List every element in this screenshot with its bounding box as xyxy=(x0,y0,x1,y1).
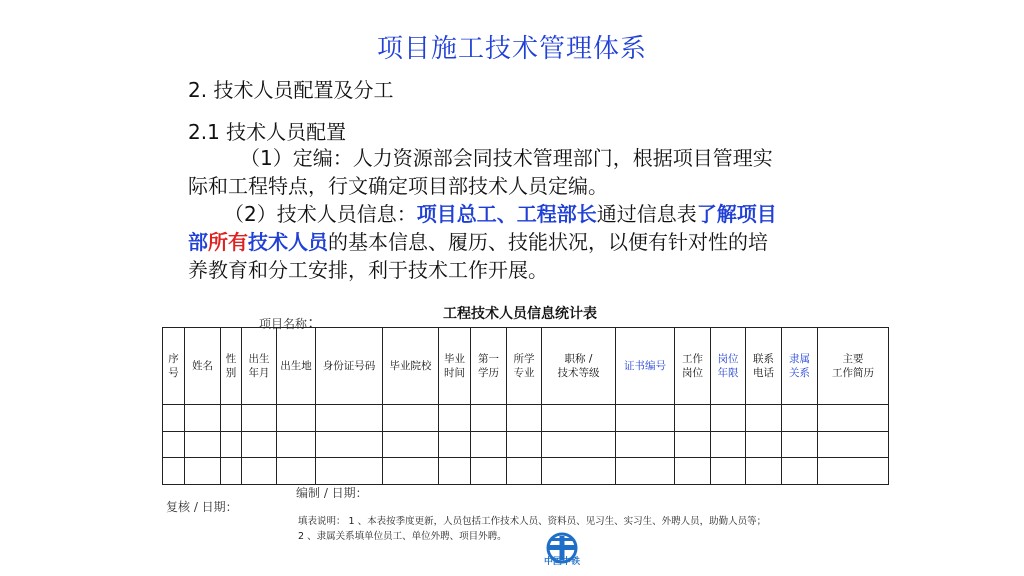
header-line2: 专业 xyxy=(513,367,535,379)
table-cell[interactable] xyxy=(746,405,782,432)
table-header-cell xyxy=(383,328,439,405)
table-cell[interactable] xyxy=(471,431,507,458)
para2-line1 xyxy=(188,200,878,228)
para2-highlight-staff: 技术人员 xyxy=(248,230,328,254)
header-line2: 学历 xyxy=(478,367,499,379)
table-cell[interactable] xyxy=(185,405,221,432)
table-cell[interactable] xyxy=(221,458,242,485)
table-cell[interactable] xyxy=(316,431,383,458)
table-header-cell xyxy=(439,328,471,405)
table-row xyxy=(163,458,889,485)
header-line1: 工作 xyxy=(682,353,703,365)
table-cell[interactable] xyxy=(507,405,542,432)
project-name-colon: ： xyxy=(307,313,324,332)
table-cell[interactable] xyxy=(242,458,277,485)
header-line1: 出生 xyxy=(248,353,270,365)
para2-highlight-understand: 了解项目 xyxy=(696,202,777,226)
table-header-cell xyxy=(818,328,889,405)
table-header-cell xyxy=(163,328,185,405)
header-line2: 工作简历 xyxy=(832,367,874,379)
table-title: 工程技术人员信息统计表 xyxy=(443,306,597,322)
table-cell[interactable] xyxy=(221,405,242,432)
table-header-cell xyxy=(675,328,711,405)
header-line2: 电话 xyxy=(753,367,774,379)
table-header-cell xyxy=(746,328,782,405)
table-row xyxy=(163,405,889,432)
header-line1: 职称 / xyxy=(564,353,593,365)
header-line2: 岗位 xyxy=(682,367,703,379)
table-header-row xyxy=(163,328,889,405)
table-header-cell xyxy=(277,328,316,405)
header-line2: 技术等级 xyxy=(557,367,600,379)
header-line1: 隶属 xyxy=(789,353,810,365)
table-cell[interactable] xyxy=(242,431,277,458)
table-cell[interactable] xyxy=(782,405,818,432)
header-line1: 毕业院校 xyxy=(389,360,432,372)
header-line2: 关系 xyxy=(789,367,810,379)
table-cell[interactable] xyxy=(542,458,616,485)
table-cell[interactable] xyxy=(675,405,711,432)
edit-date-label: 编制 / 日期： xyxy=(296,486,368,500)
header-line1: 联系 xyxy=(753,353,774,365)
table-cell[interactable] xyxy=(818,431,889,458)
table-cell[interactable] xyxy=(507,431,542,458)
table-cell[interactable] xyxy=(277,431,316,458)
table-cell[interactable] xyxy=(185,431,221,458)
paragraph-staff-info xyxy=(188,200,878,284)
section-heading-2: 2. 技术人员配置及分工 xyxy=(188,78,394,102)
table-cell[interactable] xyxy=(163,458,185,485)
table-cell[interactable] xyxy=(163,431,185,458)
table-cell[interactable] xyxy=(439,458,471,485)
table-header-cell xyxy=(542,328,616,405)
table-cell[interactable] xyxy=(616,458,675,485)
table-cell[interactable] xyxy=(616,405,675,432)
staff-info-table xyxy=(162,327,889,485)
table-cell[interactable] xyxy=(383,458,439,485)
para2-highlight-dept: 部 xyxy=(188,230,208,254)
table-cell[interactable] xyxy=(185,458,221,485)
table-cell[interactable] xyxy=(439,431,471,458)
table-header-cell xyxy=(616,328,675,405)
header-line1: 身份证号码 xyxy=(322,360,376,372)
table-note-line1: 填表说明： 1 、本表按季度更新，人员包括工作技术人员、资料员、见习生、实习生、外聘人员，助勤人员等； xyxy=(298,516,767,527)
table-cell[interactable] xyxy=(782,431,818,458)
table-cell[interactable] xyxy=(542,405,616,432)
logo-text: 中国中铁 xyxy=(543,557,580,567)
table-cell[interactable] xyxy=(818,405,889,432)
table-cell[interactable] xyxy=(316,405,383,432)
table-header-cell xyxy=(507,328,542,405)
para2-rest1: 的基本信息、履历、技能状况，以便有针对性的培 xyxy=(328,230,768,254)
table-cell[interactable] xyxy=(818,458,889,485)
table-cell[interactable] xyxy=(316,458,383,485)
header-line1: 所学 xyxy=(513,353,535,365)
header-line2: 别 xyxy=(225,367,237,379)
header-line2: 时间 xyxy=(444,367,465,379)
table-cell[interactable] xyxy=(439,405,471,432)
table-row xyxy=(163,431,889,458)
para1-line2: 际和工程特点，行文确定项目部技术人员定编。 xyxy=(188,174,608,198)
para2-mid: 通过信息表 xyxy=(596,202,697,226)
para2-line2 xyxy=(188,228,878,256)
table-cell[interactable] xyxy=(471,405,507,432)
table-cell[interactable] xyxy=(616,431,675,458)
header-line2: 号 xyxy=(168,367,179,379)
table-header-cell xyxy=(242,328,277,405)
table-cell[interactable] xyxy=(711,458,746,485)
table-note-line2: 2 、隶属关系填单位员工、单位外聘、项目外聘。 xyxy=(298,531,507,542)
header-line1: 主要 xyxy=(842,353,864,365)
table-header-cell xyxy=(711,328,746,405)
table-cell[interactable] xyxy=(675,431,711,458)
table-header-cell xyxy=(782,328,818,405)
para2-line3: 养教育和分工安排，利于技术工作开展。 xyxy=(188,258,548,282)
table-cell[interactable] xyxy=(746,431,782,458)
table-cell[interactable] xyxy=(471,458,507,485)
header-line1: 岗位 xyxy=(717,353,739,365)
table-cell[interactable] xyxy=(242,405,277,432)
header-line1: 姓名 xyxy=(192,360,213,372)
header-line1: 出生地 xyxy=(280,360,312,372)
table-header-cell xyxy=(185,328,221,405)
table-cell[interactable] xyxy=(277,458,316,485)
header-line1: 性 xyxy=(225,353,237,365)
header-line1: 证书编号 xyxy=(624,360,666,372)
table-header-cell xyxy=(221,328,242,405)
paragraph-staffing-quota xyxy=(188,144,878,200)
review-date-label: 复核 / 日期： xyxy=(166,500,238,514)
table-cell[interactable] xyxy=(711,405,746,432)
para1-line1: （1）定编：人力资源部会同技术管理部门，根据项目管理实 xyxy=(240,146,773,170)
table-cell[interactable] xyxy=(711,431,746,458)
project-name-text: 项目名称 xyxy=(259,317,308,331)
header-line1: 序 xyxy=(168,353,179,365)
table-cell[interactable] xyxy=(221,431,242,458)
table-cell[interactable] xyxy=(163,405,185,432)
header-line2: 年限 xyxy=(717,367,739,379)
table-cell[interactable] xyxy=(507,458,542,485)
table-cell[interactable] xyxy=(746,458,782,485)
para2-prefix: （2）技术人员信息： xyxy=(224,202,417,226)
table-cell[interactable] xyxy=(675,458,711,485)
table-cell[interactable] xyxy=(383,405,439,432)
table-cell[interactable] xyxy=(277,405,316,432)
table-cell[interactable] xyxy=(542,431,616,458)
section-heading-2-1: 2.1 技术人员配置 xyxy=(188,120,347,144)
header-line1: 毕业 xyxy=(444,353,465,365)
table-header-cell xyxy=(471,328,507,405)
table-cell[interactable] xyxy=(383,431,439,458)
table-header-cell xyxy=(316,328,383,405)
header-line1: 第一 xyxy=(478,353,499,365)
table-cell[interactable] xyxy=(782,458,818,485)
page-title: 项目施工技术管理体系 xyxy=(376,34,647,64)
para2-highlight-all: 所有 xyxy=(208,230,248,254)
para2-highlight-roles: 项目总工、工程部长 xyxy=(416,202,597,226)
header-line2: 年月 xyxy=(248,367,270,379)
